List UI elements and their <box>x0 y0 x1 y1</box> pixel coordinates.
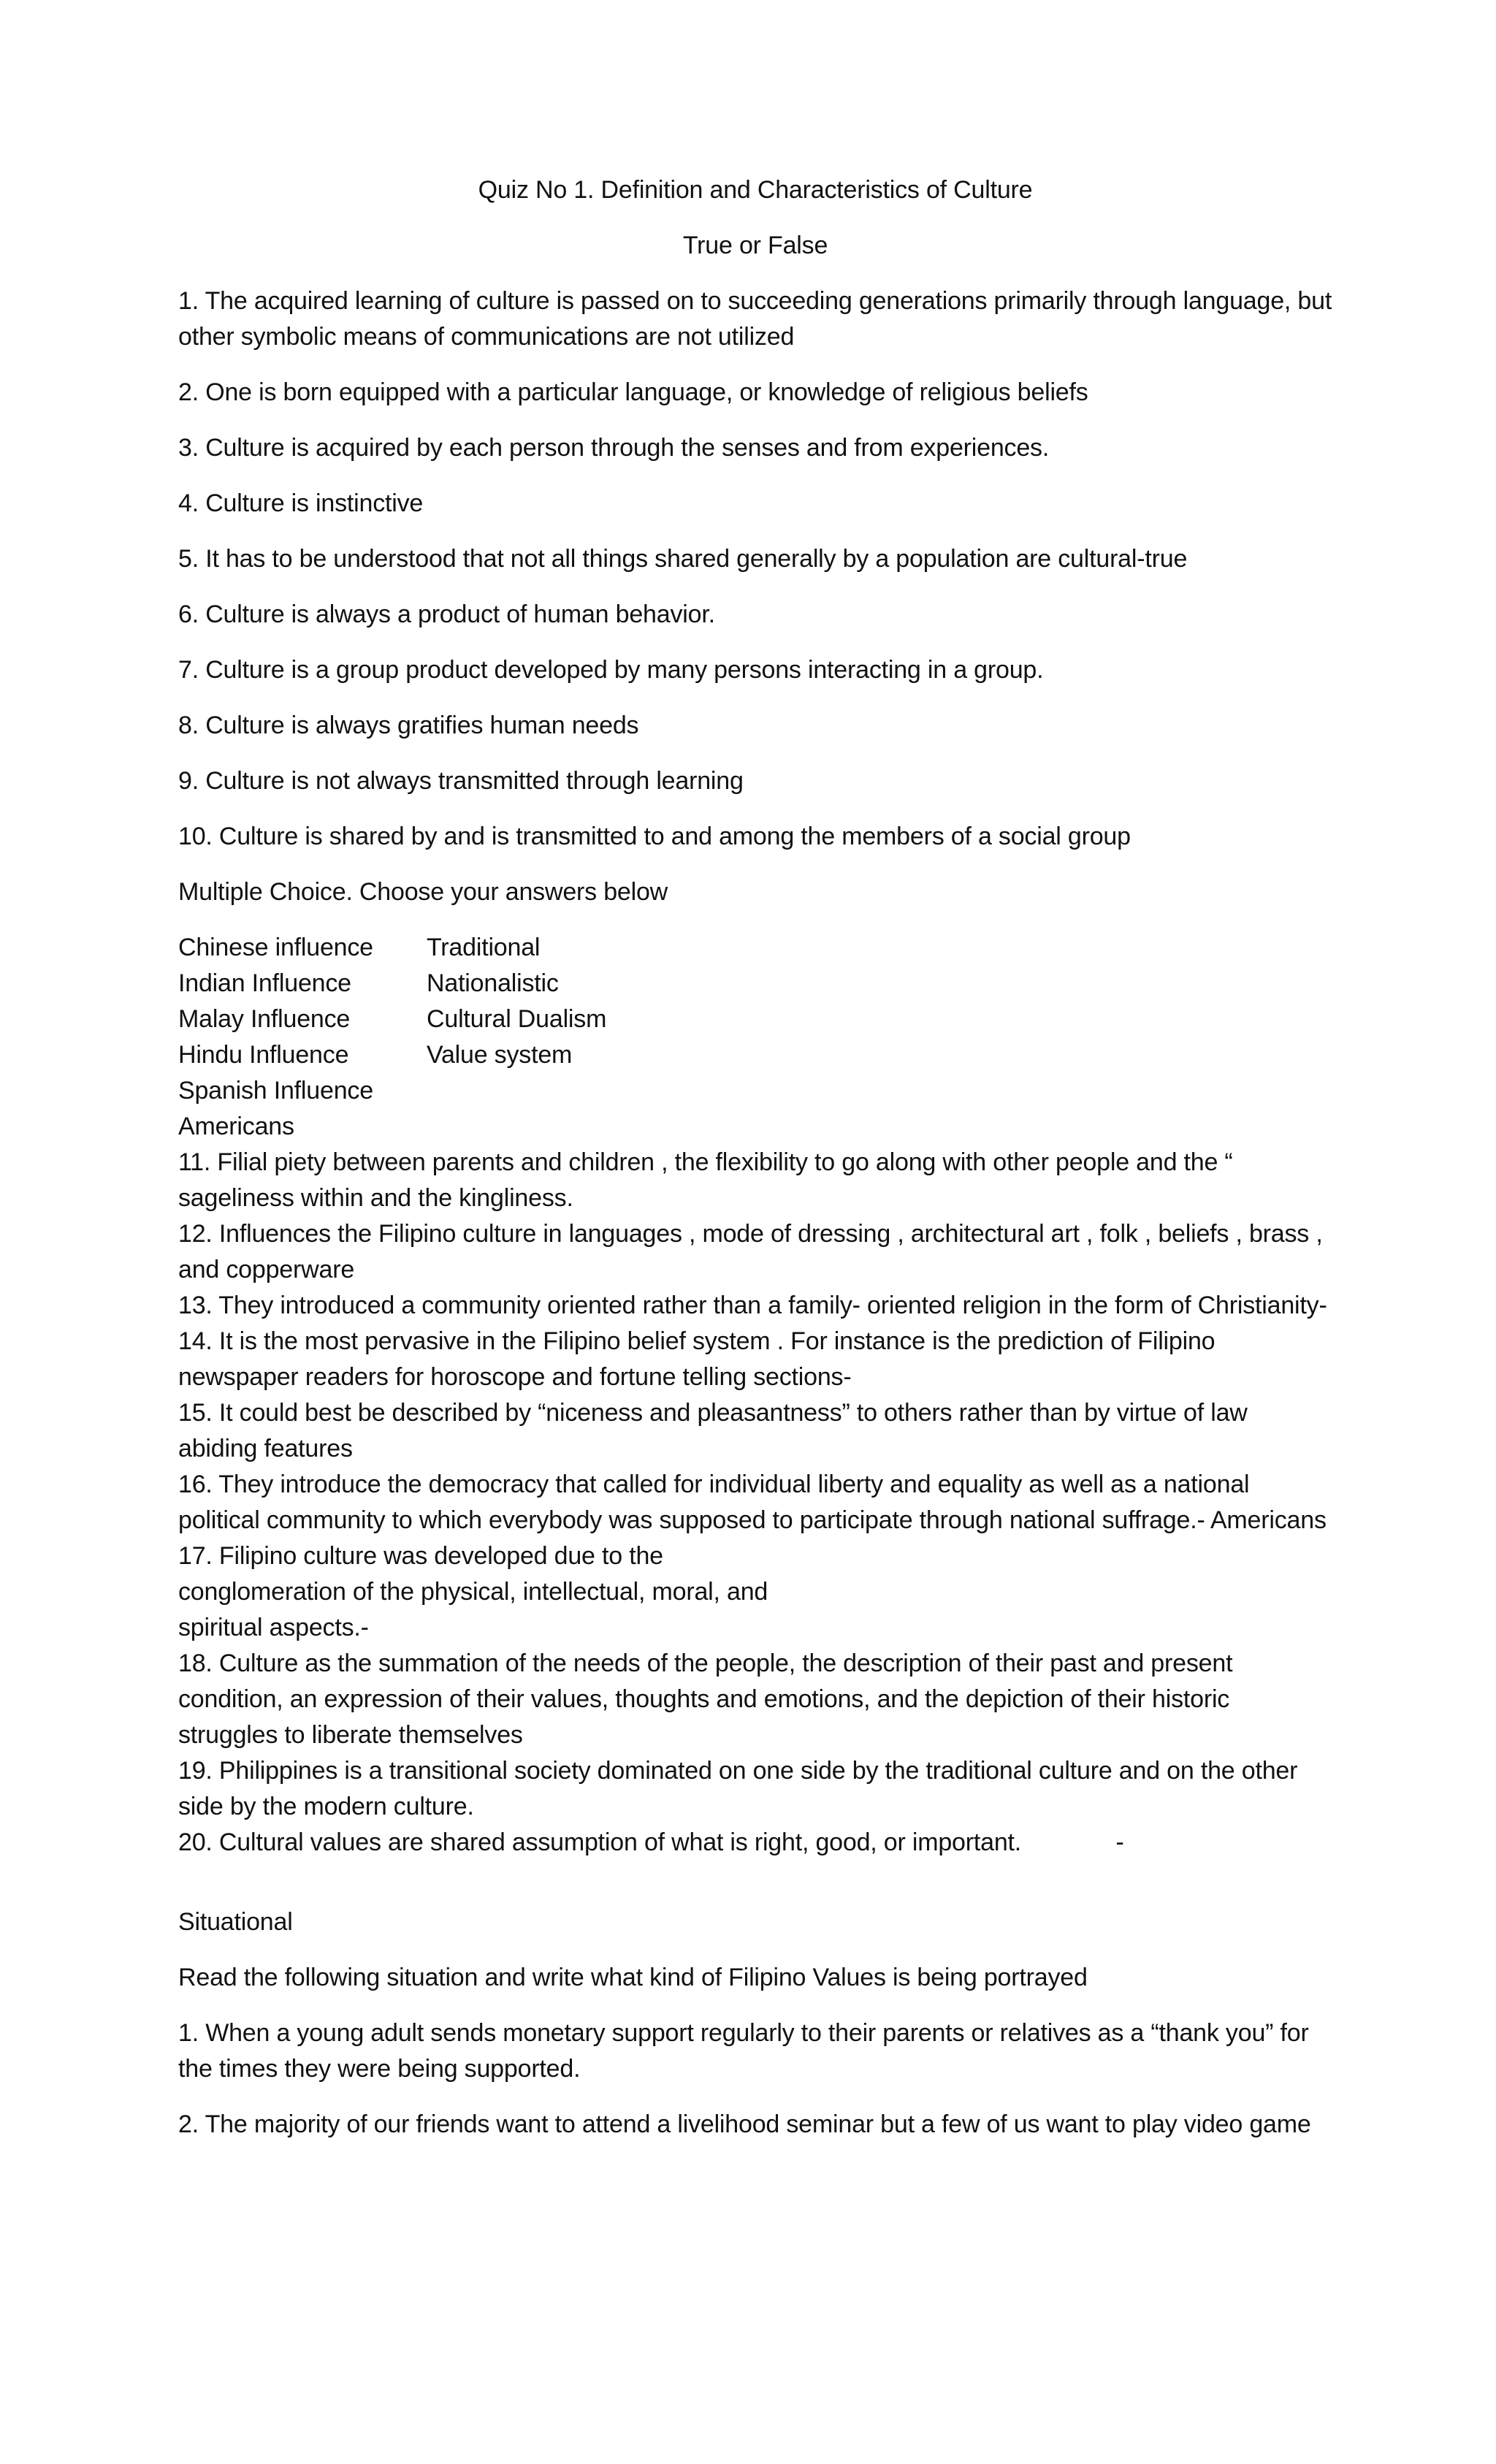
choices-list <box>178 930 1332 1145</box>
true-false-item: 4. Culture is instinctive <box>178 489 424 517</box>
multiple-choice-item-line: spiritual aspects.- <box>178 1614 369 1641</box>
true-false-item: 1. The acquired learning of culture is passed on to succeeding generations primarily through language, but other symbolic means of communications are not utilized <box>178 287 1332 351</box>
choice-option <box>427 1109 1332 1145</box>
choice-option: Cultural Dualism <box>427 1005 607 1033</box>
document-content <box>178 172 1332 2162</box>
choice-option: Hindu Influence <box>178 1041 349 1069</box>
multiple-choice-item: 18. Culture as the summation of the needs of the people, the description of their past and present condition, an expression of their values, thoughts and emotions, and the depiction of their historic struggles to liberate themselves <box>178 1649 1233 1749</box>
choice-option: Nationalistic <box>427 969 559 997</box>
multiple-choice-item: 16. They introduce the democracy that called for individual liberty and equality as well as a national political community to which everybody was supposed to participate through national suffrage.- Americans <box>178 1471 1327 1534</box>
situational-heading: Situational <box>178 1908 293 1936</box>
multiple-choice-heading: Multiple Choice. Choose your answers below <box>178 878 668 906</box>
choice-option: Spanish Influence <box>178 1077 373 1105</box>
choice-row <box>178 1073 1332 1109</box>
multiple-choice-item: 20. Cultural values are shared assumption of what is right, good, or important. - <box>178 1828 1124 1856</box>
choice-row <box>178 1109 1332 1145</box>
choice-option: Americans <box>178 1113 294 1140</box>
multiple-choice-item: 13. They introduced a community oriented rather than a family- oriented religion in the form of Christianity- <box>178 1292 1327 1319</box>
situational-instruction: Read the following situation and write what kind of Filipino Values is being portrayed <box>178 1964 1088 1991</box>
situational-item: 2. The majority of our friends want to attend a livelihood seminar but a few of us want to play video game <box>178 2110 1311 2138</box>
true-false-heading: True or False <box>682 232 828 259</box>
choice-row <box>178 1002 1332 1037</box>
true-false-item: 7. Culture is a group product developed by many persons interacting in a group. <box>178 656 1044 684</box>
quiz-title: Quiz No 1. Definition and Characteristics of Culture <box>478 176 1033 204</box>
true-false-item: 8. Culture is always gratifies human needs <box>178 712 639 739</box>
choice-row <box>178 966 1332 1002</box>
choice-row <box>178 1037 1332 1073</box>
multiple-choice-item-line: conglomeration of the physical, intellectual, moral, and <box>178 1578 768 1606</box>
choice-option: Indian Influence <box>178 969 351 997</box>
true-false-item: 2. One is born equipped with a particular language, or knowledge of religious beliefs <box>178 378 1088 406</box>
multiple-choice-item: 17. Filipino culture was developed due to the <box>178 1542 663 1570</box>
multiple-choice-item: 15. It could best be described by “niceness and pleasantness” to others rather than by virtue of law abiding features <box>178 1399 1248 1462</box>
choice-option: Chinese influence <box>178 934 373 961</box>
blank-spacer <box>178 1861 1332 1904</box>
choice-option <box>427 1073 1332 1109</box>
choice-option: Value system <box>427 1041 573 1069</box>
true-false-item: 10. Culture is shared by and is transmitted to and among the members of a social group <box>178 823 1131 850</box>
true-false-item: 6. Culture is always a product of human behavior. <box>178 600 715 628</box>
multiple-choice-item: 14. It is the most pervasive in the Filipino belief system . For instance is the prediction of Filipino newspaper readers for horoscope and fortune telling sections- <box>178 1327 1216 1391</box>
multiple-choice-item: 12. Influences the Filipino culture in languages , mode of dressing , architectural art , folk , beliefs , brass , and copperware <box>178 1220 1323 1284</box>
choice-row <box>178 930 1332 966</box>
true-false-item: 5. It has to be understood that not all things shared generally by a population are cultural-true <box>178 545 1188 573</box>
multiple-choice-item: 11. Filial piety between parents and children , the flexibility to go along with other people and the “ sageliness within and the kingliness. <box>178 1148 1233 1212</box>
true-false-item: 3. Culture is acquired by each person through the senses and from experiences. <box>178 434 1050 462</box>
choice-option: Malay Influence <box>178 1005 351 1033</box>
situational-item: 1. When a young adult sends monetary support regularly to their parents or relatives as a “thank you” for the times they were being supported. <box>178 2019 1309 2083</box>
true-false-item: 9. Culture is not always transmitted through learning <box>178 767 744 795</box>
multiple-choice-item: 19. Philippines is a transitional society dominated on one side by the traditional culture and on the other side by the modern culture. <box>178 1757 1298 1820</box>
choice-option: Traditional <box>427 934 541 961</box>
